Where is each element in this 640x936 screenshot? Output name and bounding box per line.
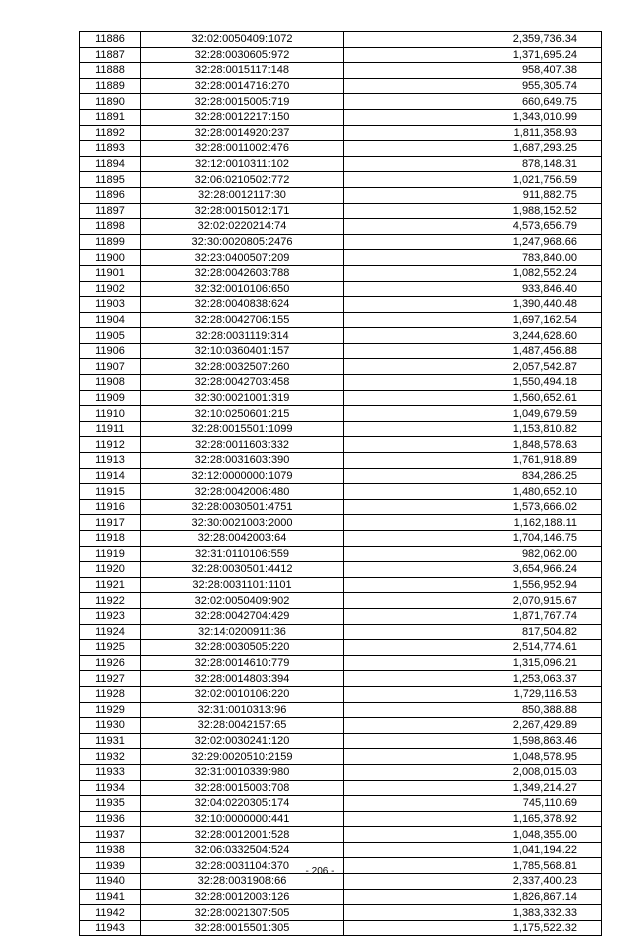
row-number-cell: 11941 [80,889,141,905]
row-number-cell: 11909 [80,390,141,406]
cadastral-number-cell: 32:28:0015117:148 [141,63,344,79]
table-row [80,203,602,219]
cadastral-number-cell: 32:28:0030501:4412 [141,562,344,578]
table-row [80,78,602,94]
row-number-cell: 11931 [80,733,141,749]
table-row [80,780,602,796]
row-number-cell: 11896 [80,187,141,203]
table-row [80,515,602,531]
value-cell: 2,514,774.61 [344,640,602,656]
value-cell: 911,882.75 [344,187,602,203]
value-cell: 1,315,096.21 [344,655,602,671]
value-cell: 1,480,652.10 [344,484,602,500]
row-number-cell: 11910 [80,406,141,422]
cadastral-number-cell: 32:28:0021307:505 [141,905,344,921]
cadastral-number-cell: 32:28:0015501:305 [141,920,344,936]
row-number-cell: 11937 [80,827,141,843]
cadastral-number-cell: 32:06:0210502:772 [141,172,344,188]
table-row [80,109,602,125]
value-cell: 1,343,010.99 [344,109,602,125]
table-row [80,250,602,266]
row-number-cell: 11895 [80,172,141,188]
row-number-cell: 11894 [80,156,141,172]
table-row [80,297,602,313]
table-row [80,406,602,422]
table-row [80,546,602,562]
cadastral-number-cell: 32:10:0250601:215 [141,406,344,422]
value-cell: 1,082,552.24 [344,265,602,281]
row-number-cell: 11889 [80,78,141,94]
cadastral-number-cell: 32:14:0200911:36 [141,624,344,640]
table-row [80,905,602,921]
value-cell: 1,021,756.59 [344,172,602,188]
value-cell: 933,846.40 [344,281,602,297]
row-number-cell: 11917 [80,515,141,531]
row-number-cell: 11938 [80,842,141,858]
row-number-cell: 11927 [80,671,141,687]
value-cell: 1,785,568.81 [344,858,602,874]
cadastral-number-cell: 32:28:0042703:458 [141,375,344,391]
row-number-cell: 11940 [80,874,141,890]
table-row [80,390,602,406]
table-row [80,593,602,609]
table-row [80,484,602,500]
table-row [80,375,602,391]
table-row [80,671,602,687]
cadastral-number-cell: 32:28:0031104:370 [141,858,344,874]
value-cell: 1,550,494.18 [344,375,602,391]
table-row [80,686,602,702]
value-cell: 982,062.00 [344,546,602,562]
table-row [80,359,602,375]
table-row [80,32,602,48]
cadastral-number-cell: 32:31:0010339:980 [141,764,344,780]
cadastral-value-table [79,31,602,936]
cadastral-number-cell: 32:02:0010106:220 [141,686,344,702]
value-cell: 955,305.74 [344,78,602,94]
value-cell: 783,840.00 [344,250,602,266]
value-cell: 1,048,355.00 [344,827,602,843]
table-row [80,811,602,827]
row-number-cell: 11918 [80,531,141,547]
value-cell: 1,761,918.89 [344,453,602,469]
cadastral-number-cell: 32:28:0015005:719 [141,94,344,110]
table-row [80,577,602,593]
value-cell: 1,390,440.48 [344,297,602,313]
cadastral-number-cell: 32:23:0400507:209 [141,250,344,266]
value-cell: 817,504.82 [344,624,602,640]
value-cell: 850,388.88 [344,702,602,718]
cadastral-number-cell: 32:28:0030605:972 [141,47,344,63]
table-row [80,172,602,188]
value-cell: 1,175,522.32 [344,920,602,936]
row-number-cell: 11911 [80,421,141,437]
cadastral-number-cell: 32:28:0012001:528 [141,827,344,843]
value-cell: 834,286.25 [344,468,602,484]
row-number-cell: 11899 [80,234,141,250]
row-number-cell: 11905 [80,328,141,344]
cadastral-number-cell: 32:32:0010106:650 [141,281,344,297]
table-row [80,889,602,905]
value-cell: 745,110.69 [344,796,602,812]
row-number-cell: 11936 [80,811,141,827]
row-number-cell: 11893 [80,141,141,157]
row-number-cell: 11891 [80,109,141,125]
value-cell: 2,267,429.89 [344,718,602,734]
table-row [80,842,602,858]
cadastral-number-cell: 32:28:0011002:476 [141,141,344,157]
cadastral-number-cell: 32:31:0010313:96 [141,702,344,718]
value-cell: 1,560,652.61 [344,390,602,406]
table-row [80,47,602,63]
value-cell: 1,811,358.93 [344,125,602,141]
table-row [80,749,602,765]
table-row [80,468,602,484]
cadastral-number-cell: 32:10:0000000:441 [141,811,344,827]
cadastral-number-cell: 32:30:0021003:2000 [141,515,344,531]
table-row [80,718,602,734]
table-row [80,328,602,344]
table-row [80,265,602,281]
page-number: - 206 - [305,866,335,877]
row-number-cell: 11892 [80,125,141,141]
table-row [80,421,602,437]
row-number-cell: 11930 [80,718,141,734]
cadastral-number-cell: 32:28:0042003:64 [141,531,344,547]
value-cell: 1,988,152.52 [344,203,602,219]
value-cell: 1,848,578.63 [344,437,602,453]
table-row [80,655,602,671]
table-row [80,640,602,656]
row-number-cell: 11907 [80,359,141,375]
value-cell: 1,049,679.59 [344,406,602,422]
value-cell: 1,247,968.66 [344,234,602,250]
row-number-cell: 11913 [80,453,141,469]
row-number-cell: 11935 [80,796,141,812]
row-number-cell: 11921 [80,577,141,593]
row-number-cell: 11904 [80,312,141,328]
table-row [80,187,602,203]
row-number-cell: 11924 [80,624,141,640]
row-number-cell: 11916 [80,499,141,515]
value-cell: 1,556,952.94 [344,577,602,593]
value-cell: 4,573,656.79 [344,219,602,235]
row-number-cell: 11939 [80,858,141,874]
table-row [80,827,602,843]
table-row [80,312,602,328]
table-row [80,63,602,79]
row-number-cell: 11888 [80,63,141,79]
cadastral-number-cell: 32:28:0042157:65 [141,718,344,734]
table-row [80,281,602,297]
value-cell: 1,153,810.82 [344,421,602,437]
value-cell: 1,371,695.24 [344,47,602,63]
row-number-cell: 11923 [80,608,141,624]
row-number-cell: 11900 [80,250,141,266]
table-row [80,920,602,936]
cadastral-number-cell: 32:28:0012003:126 [141,889,344,905]
cadastral-number-cell: 32:28:0015003:708 [141,780,344,796]
table-row [80,764,602,780]
row-number-cell: 11906 [80,343,141,359]
cadastral-number-cell: 32:28:0014610:779 [141,655,344,671]
table-row [80,343,602,359]
row-number-cell: 11915 [80,484,141,500]
value-cell: 1,687,293.25 [344,141,602,157]
cadastral-number-cell: 32:30:0020805:2476 [141,234,344,250]
table-row [80,702,602,718]
cadastral-number-cell: 32:28:0032507:260 [141,359,344,375]
cadastral-number-cell: 32:10:0360401:157 [141,343,344,359]
table-row [80,219,602,235]
table-row [80,453,602,469]
cadastral-number-cell: 32:06:0332504:524 [141,842,344,858]
cadastral-number-cell: 32:28:0014803:394 [141,671,344,687]
table-row [80,156,602,172]
cadastral-number-cell: 32:31:0110106:559 [141,546,344,562]
value-cell: 3,244,628.60 [344,328,602,344]
value-cell: 1,697,162.54 [344,312,602,328]
cadastral-number-cell: 32:28:0015501:1099 [141,421,344,437]
table-row [80,125,602,141]
table-row [80,437,602,453]
row-number-cell: 11886 [80,32,141,48]
value-cell: 958,407.38 [344,63,602,79]
cadastral-number-cell: 32:28:0015012:171 [141,203,344,219]
value-cell: 1,487,456.88 [344,343,602,359]
row-number-cell: 11908 [80,375,141,391]
value-cell: 1,349,214.27 [344,780,602,796]
row-number-cell: 11929 [80,702,141,718]
row-number-cell: 11897 [80,203,141,219]
table-row [80,234,602,250]
row-number-cell: 11932 [80,749,141,765]
value-cell: 2,008,015.03 [344,764,602,780]
row-number-cell: 11903 [80,297,141,313]
value-cell: 1,383,332.33 [344,905,602,921]
value-cell: 2,337,400.23 [344,874,602,890]
value-cell: 1,729,116.53 [344,686,602,702]
row-number-cell: 11914 [80,468,141,484]
table-row [80,796,602,812]
value-cell: 1,253,063.37 [344,671,602,687]
table-row [80,499,602,515]
cadastral-number-cell: 32:28:0011603:332 [141,437,344,453]
cadastral-number-cell: 32:28:0014920:237 [141,125,344,141]
row-number-cell: 11943 [80,920,141,936]
cadastral-number-cell: 32:28:0031101:1101 [141,577,344,593]
cadastral-number-cell: 32:29:0020510:2159 [141,749,344,765]
row-number-cell: 11928 [80,686,141,702]
table-row [80,624,602,640]
row-number-cell: 11902 [80,281,141,297]
table-row [80,562,602,578]
table-row [80,608,602,624]
row-number-cell: 11920 [80,562,141,578]
cadastral-number-cell: 32:28:0042706:155 [141,312,344,328]
value-cell: 1,826,867.14 [344,889,602,905]
row-number-cell: 11933 [80,764,141,780]
row-number-cell: 11942 [80,905,141,921]
cadastral-number-cell: 32:02:0030241:120 [141,733,344,749]
row-number-cell: 11898 [80,219,141,235]
cadastral-number-cell: 32:28:0031119:314 [141,328,344,344]
value-cell: 2,057,542.87 [344,359,602,375]
cadastral-number-cell: 32:28:0042704:429 [141,608,344,624]
cadastral-number-cell: 32:28:0012117:30 [141,187,344,203]
cadastral-number-cell: 32:30:0021001:319 [141,390,344,406]
value-cell: 1,048,578.95 [344,749,602,765]
table-row [80,94,602,110]
value-cell: 2,359,736.34 [344,32,602,48]
row-number-cell: 11919 [80,546,141,562]
row-number-cell: 11887 [80,47,141,63]
cadastral-number-cell: 32:28:0012217:150 [141,109,344,125]
value-cell: 1,041,194.22 [344,842,602,858]
cadastral-number-cell: 32:28:0031908:66 [141,874,344,890]
table-row [80,531,602,547]
cadastral-number-cell: 32:02:0050409:1072 [141,32,344,48]
cadastral-number-cell: 32:28:0014716:270 [141,78,344,94]
value-cell: 3,654,966.24 [344,562,602,578]
cadastral-number-cell: 32:28:0042006:480 [141,484,344,500]
cadastral-number-cell: 32:28:0042603:788 [141,265,344,281]
cadastral-number-cell: 32:28:0030505:220 [141,640,344,656]
value-cell: 1,871,767.74 [344,608,602,624]
cadastral-number-cell: 32:02:0050409:902 [141,593,344,609]
value-cell: 1,165,378.92 [344,811,602,827]
cadastral-number-cell: 32:28:0031603:390 [141,453,344,469]
cadastral-number-cell: 32:04:0220305:174 [141,796,344,812]
row-number-cell: 11922 [80,593,141,609]
row-number-cell: 11890 [80,94,141,110]
value-cell: 1,573,666.02 [344,499,602,515]
cadastral-number-cell: 32:12:0000000:1079 [141,468,344,484]
row-number-cell: 11934 [80,780,141,796]
table-body [80,32,602,936]
row-number-cell: 11901 [80,265,141,281]
cadastral-number-cell: 32:12:0010311:102 [141,156,344,172]
table-row [80,141,602,157]
value-cell: 1,598,863.46 [344,733,602,749]
value-cell: 1,704,146.75 [344,531,602,547]
table-row [80,733,602,749]
cadastral-number-cell: 32:28:0040838:624 [141,297,344,313]
value-cell: 1,162,188.11 [344,515,602,531]
cadastral-number-cell: 32:02:0220214:74 [141,219,344,235]
value-cell: 2,070,915.67 [344,593,602,609]
value-cell: 660,649.75 [344,94,602,110]
row-number-cell: 11926 [80,655,141,671]
cadastral-number-cell: 32:28:0030501:4751 [141,499,344,515]
value-cell: 878,148.31 [344,156,602,172]
row-number-cell: 11912 [80,437,141,453]
row-number-cell: 11925 [80,640,141,656]
